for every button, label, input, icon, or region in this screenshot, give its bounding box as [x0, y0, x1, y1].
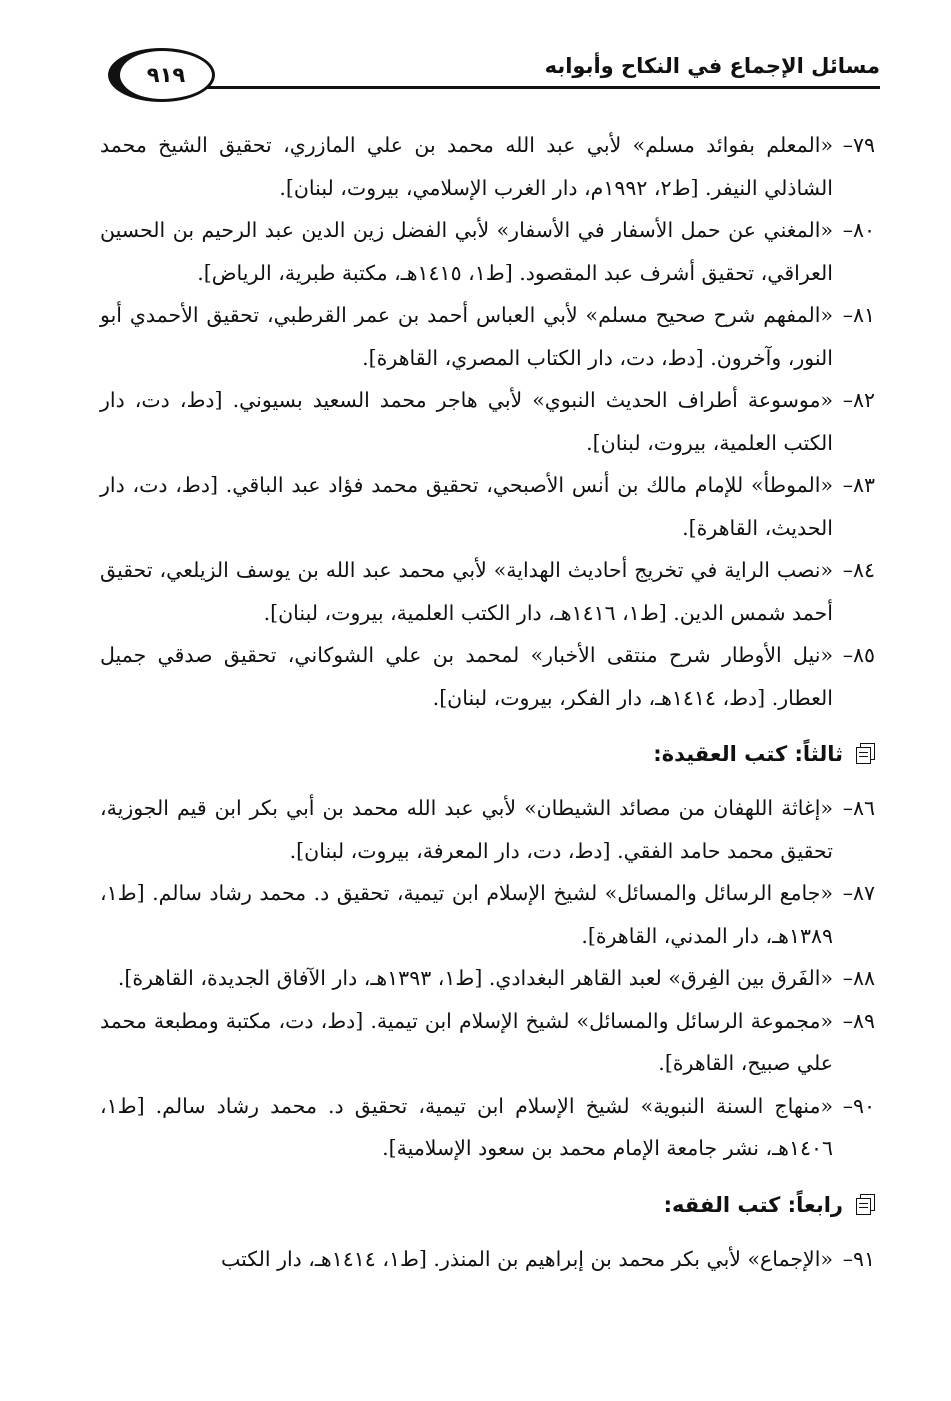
bibliography-list-fiqh	[100, 1238, 875, 1281]
entry-text: «جامع الرسائل والمسائل» لشيخ الإسلام ابن تيمية، تحقيق د. محمد رشاد سالم. [ط١، ١٣٨٩هـ، دار المدني، القاهرة].	[100, 881, 833, 948]
bibliography-entry	[100, 209, 875, 294]
bibliography-entry	[100, 464, 875, 549]
bibliography-entry	[100, 787, 875, 872]
entry-text: «نيل الأوطار شرح منتقى الأخبار» لمحمد بن علي الشوكاني، تحقيق صدقي جميل العطار. [دط، ١٤١٤هـ، دار الفكر، بيروت، لبنان].	[100, 643, 833, 710]
bibliography-entry	[100, 957, 875, 1000]
bibliography-list-aqidah	[100, 787, 875, 1170]
entry-text: «موسوعة أطراف الحديث النبوي» لأبي هاجر محمد السعيد بسيوني. [دط، دت، دار الكتب العلمية، بيروت، لبنان].	[100, 388, 833, 455]
entry-number: ٨١–	[842, 303, 875, 327]
bibliography-entry	[100, 124, 875, 209]
entry-text: «المعلم بفوائد مسلم» لأبي عبد الله محمد بن علي المازري، تحقيق الشيخ محمد الشاذلي النيفر. [ط٢، ١٩٩٢م، دار الغرب الإسلامي، بيروت، لبنان].	[100, 133, 833, 200]
entry-number: ٨٤–	[842, 558, 875, 582]
entry-number: ٧٩–	[842, 133, 875, 157]
header-rule	[195, 86, 880, 89]
entry-text: «الإجماع» لأبي بكر محمد بن إبراهيم بن المنذر. [ط١، ١٤١٤هـ، دار الكتب	[220, 1246, 833, 1271]
entry-number: ٨٦–	[842, 796, 875, 820]
bibliography-content	[100, 124, 875, 1280]
entry-text: «المغني عن حمل الأسفار في الأسفار» لأبي الفضل زين الدين عبد الرحيم بن الحسين العراقي، تحقيق أشرف عبد المقصود. [ط١، ١٤١٥هـ، مكتبة طبرية، الرياض].	[100, 218, 833, 285]
bibliography-entry	[100, 872, 875, 957]
page-header	[100, 40, 880, 110]
bibliography-list-hadith	[100, 124, 875, 719]
bibliography-entry	[100, 1238, 875, 1281]
section-heading-aqidah	[100, 733, 875, 775]
bibliography-entry	[100, 634, 875, 719]
page-number: ٩١٩	[108, 48, 215, 102]
entry-number: ٨٨–	[842, 966, 875, 990]
entry-number: ٨٣–	[842, 473, 875, 497]
bibliography-entry	[100, 379, 875, 464]
entry-text: «المفهم شرح صحيح مسلم» لأبي العباس أحمد بن عمر القرطبي، تحقيق الأحمدي أبو النور، وآخرون. [دط، دت، دار الكتاب المصري، القاهرة].	[100, 303, 833, 370]
bibliography-entry	[100, 549, 875, 634]
bibliography-entry	[100, 1085, 875, 1170]
section-heading-text: ثالثاً: كتب العقيدة:	[653, 742, 843, 766]
entry-text: «الفَرق بين الفِرق» لعبد القاهر البغدادي. [ط١، ١٣٩٣هـ، دار الآفاق الجديدة، القاهرة].	[117, 966, 833, 990]
bibliography-entry	[100, 1000, 875, 1085]
entry-number: ٩١–	[842, 1246, 875, 1271]
entry-number: ٨٠–	[842, 218, 875, 242]
entry-text: «مجموعة الرسائل والمسائل» لشيخ الإسلام ابن تيمية. [دط، دت، مكتبة ومطبعة محمد علي صبيح، القاهرة].	[100, 1008, 833, 1075]
section-heading-fiqh	[100, 1184, 875, 1226]
entry-number: ٩٠–	[842, 1093, 875, 1118]
entry-number: ٨٧–	[842, 881, 875, 905]
bibliography-entry	[100, 294, 875, 379]
section-heading-text: رابعاً: كتب الفقه:	[663, 1192, 843, 1217]
book-stack-icon	[853, 1194, 875, 1216]
book-stack-icon	[853, 743, 875, 765]
entry-number: ٨٥–	[842, 643, 875, 667]
entry-text: «نصب الراية في تخريج أحاديث الهداية» لأبي محمد عبد الله بن يوسف الزيلعي، تحقيق أحمد شمس الدين. [ط١، ١٤١٦هـ، دار الكتب العلمية، بيروت، لبنان].	[100, 558, 833, 625]
entry-number: ٨٢–	[842, 388, 875, 412]
entry-text: «منهاج السنة النبوية» لشيخ الإسلام ابن تيمية، تحقيق د. محمد رشاد سالم. [ط١، ١٤٠٦هـ، نشر جامعة الإمام محمد بن سعود الإسلامية].	[100, 1093, 833, 1160]
running-title: مسائل الإجماع في النكاح وأبوابه	[544, 54, 880, 78]
entry-text: «الموطأ» للإمام مالك بن أنس الأصبحي، تحقيق محمد فؤاد عبد الباقي. [دط، دت، دار الحديث، القاهرة].	[100, 473, 833, 540]
entry-text: «إغاثة اللهفان من مصائد الشيطان» لأبي عبد الله محمد بن أبي بكر ابن قيم الجوزية، تحقيق محمد حامد الفقي. [دط، دت، دار المعرفة، بيروت، لبنان].	[100, 796, 833, 863]
entry-number: ٨٩–	[842, 1008, 875, 1033]
